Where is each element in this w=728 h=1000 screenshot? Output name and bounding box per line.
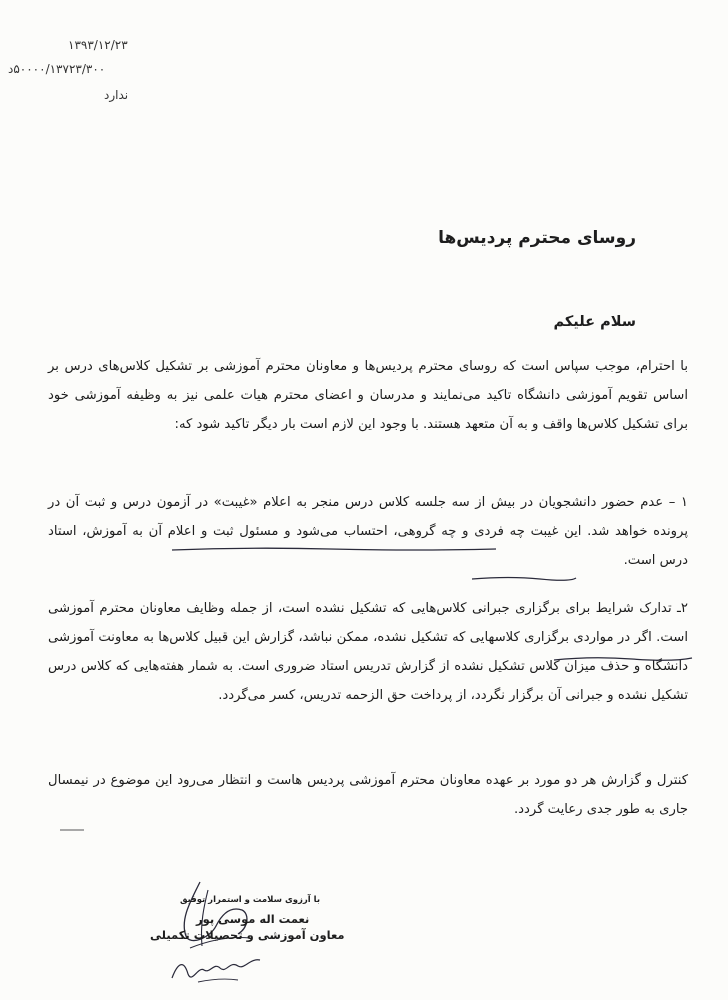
signatory-title: معاون آموزشی و تحصیلات تکمیلی	[150, 928, 345, 942]
letter-date: ۱۳۹۳/۱۲/۲۳	[68, 38, 128, 52]
letter-number: ۵۰۰۰۰/۱۳۷۲۳/۳۰۰د	[8, 62, 106, 76]
handwritten-underline-2	[470, 574, 580, 584]
item-one-paragraph: ۱ – عدم حضور دانشجویان در بیش از سه جلسه کلاس درس منجر به اعلام «غیبت» در آزمون درس و ثبت آن در پرونده خواهد شد. این غیبت چه فردی و چه گروهی، احتساب می‌شود و مسئول ثبت و اعلام آن به آموزش، استاد درس است.	[48, 495, 688, 568]
closing-paragraph: کنترل و گزارش هر دو مورد بر عهده معاونان محترم آموزشی پردیس هاست و انتظار می‌رود این موضوع در نیمسال جاری به طور جدی رعایت گردد.	[48, 773, 688, 817]
letter-attachment: ندارد	[104, 88, 129, 102]
handwritten-initials	[168, 948, 268, 988]
intro-paragraph: با احترام، موجب سپاس است که روسای محترم پردیس‌ها و معاونان محترم آموزشی بر تشکیل کلاس‌های درس بر اساس تقویم آموزشی دانشگاه تاکید می‌نمایند و مدرسان و اعضای محترم هیات علمی نیز به وظیفه آموزشی خود برای تشکیل کلاس‌ها واقف و به آن متعهد هستند. با وجود این لازم است بار دیگر تاکید شود که:	[48, 359, 688, 432]
handwritten-dash-mark	[58, 826, 88, 834]
signature-closing: با آرزوی سلامت و استمرار توفیق	[180, 895, 321, 905]
item-two-paragraph: ۲ـ تدارک شرایط برای برگزاری جبرانی کلاس‌هایی که تشکیل نشده است، از جمله وظایف معاونان محترم آموزشی است. اگر در مواردی برگزاری کلاسهایی که تشکیل نشده، ممکن نباشد، گزارش این قبیل کلاس‌ها به معاونت آموزشی دانشگاه و حذف میزان کلاس تشکیل نشده از گزارش تدریس استاد ضروری است. به شمار هفته‌هایی که کلاس درس تشکیل نشده و جبرانی آن برگزار نگردد، از پرداخت حق الزحمه تدریس، کسر می‌گردد.	[48, 601, 688, 703]
signatory-name: نعمت اله موسی پور	[196, 912, 310, 926]
greeting: سلام علیکم	[553, 314, 636, 330]
recipient-heading: روسای محترم پردیس‌ها	[438, 228, 636, 248]
